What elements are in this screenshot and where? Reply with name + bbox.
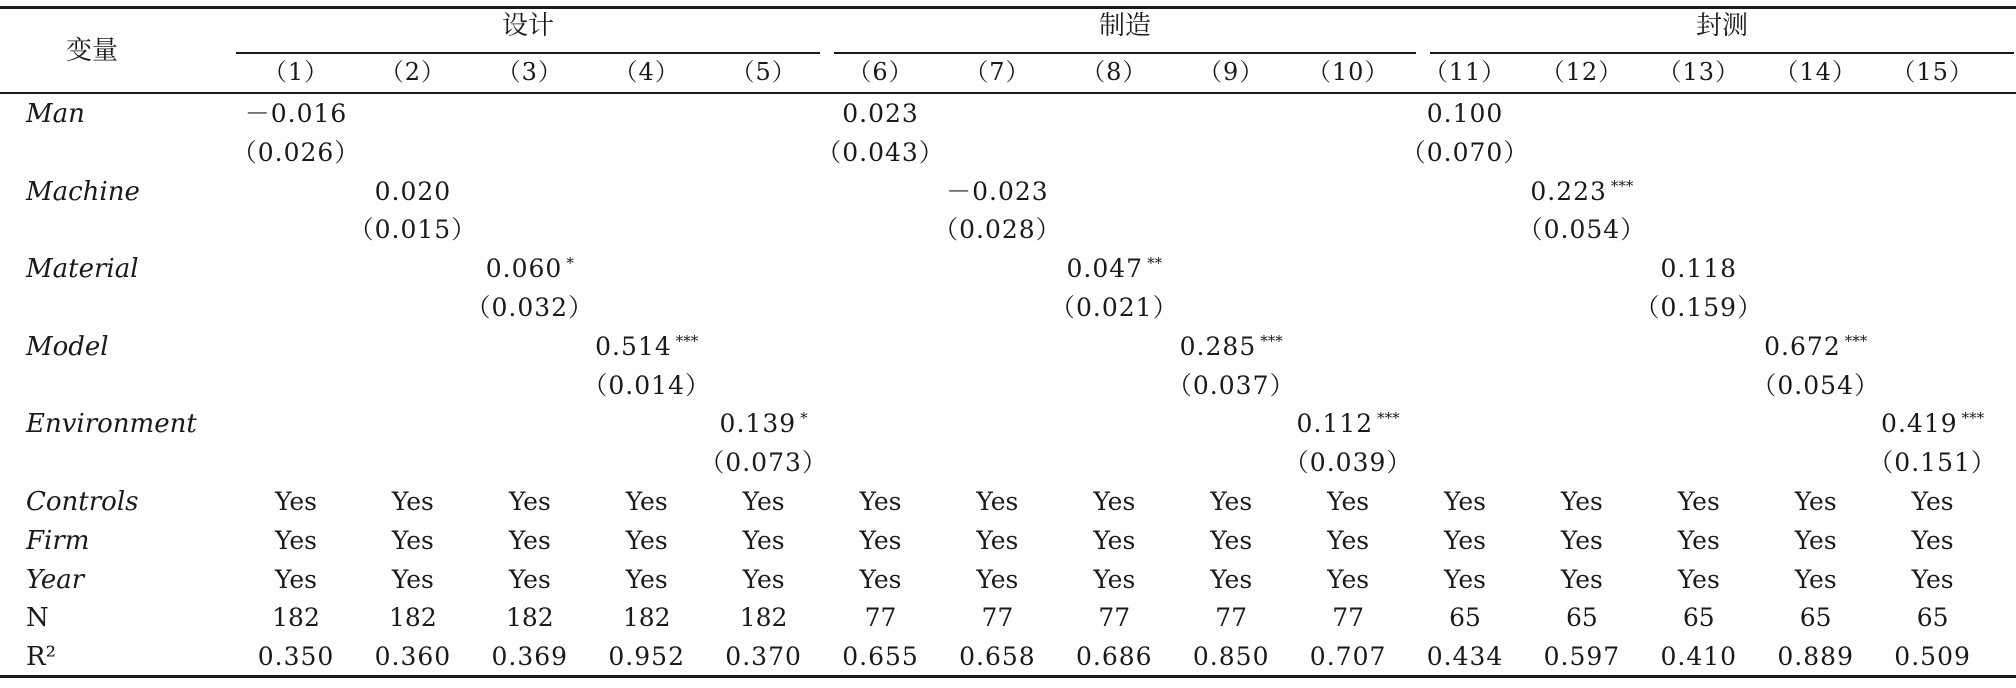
coefficient-value: 0.419 [1881, 409, 1958, 439]
table-cell: Yes [1093, 564, 1136, 594]
coefficient-value: －0.023 [946, 176, 1049, 206]
significance-stars: *** [675, 331, 699, 350]
standard-error: （0.159） [1634, 293, 1764, 322]
bottom-rule [0, 675, 2016, 678]
table-cell: Yes [625, 564, 668, 594]
table-cell: Yes [1794, 564, 1837, 594]
table-cell: 0.360 [374, 642, 452, 672]
table-cell: Yes [391, 564, 434, 594]
table-cell: Yes [1794, 525, 1837, 555]
table-cell: 65 [1916, 603, 1949, 633]
standard-error: （0.073） [699, 448, 828, 478]
row-label: N [26, 603, 49, 634]
table-cell: Yes [1560, 564, 1603, 594]
standard-error: （0.014） [582, 370, 711, 400]
column-number: （12） [1540, 58, 1624, 86]
variable-name: Environment [26, 409, 197, 440]
table-cell: Yes [508, 487, 551, 516]
table-cell: Yes [859, 487, 902, 516]
table-cell: Yes [859, 525, 902, 555]
table-cell: Yes [1327, 487, 1370, 516]
table-cell: Yes [859, 564, 902, 594]
table-cell: 0.369 [491, 642, 569, 672]
significance-stars: *** [1260, 331, 1283, 350]
table-cell: 182 [505, 603, 554, 633]
table-cell: Yes [1210, 564, 1253, 594]
table-cell: Yes [1677, 487, 1720, 516]
coefficient [1427, 101, 1504, 126]
row-label: Firm [26, 525, 90, 556]
table-cell: Yes [1911, 525, 1954, 555]
group-header: 设计 [501, 11, 555, 41]
coefficient [946, 176, 1049, 206]
row-label: R² [26, 642, 56, 673]
standard-error: （0.026） [231, 137, 361, 167]
column-number: （15） [1891, 58, 1974, 86]
table-cell: Yes [508, 525, 551, 555]
significance-stars: ** [1147, 254, 1163, 273]
coefficient-value: 0.672 [1764, 331, 1841, 361]
table-cell: 0.889 [1777, 642, 1854, 672]
standard-error: （0.054） [1751, 370, 1880, 400]
table-cell: Yes [976, 564, 1019, 594]
column-number: （9） [1198, 58, 1265, 86]
coefficient [1066, 254, 1163, 284]
coefficient [1660, 254, 1738, 284]
coefficient [374, 176, 452, 206]
stub-header: 变量 [65, 36, 119, 66]
table-cell: Yes [275, 564, 317, 594]
table-cell: Yes [1677, 564, 1720, 594]
significance-stars: * [800, 409, 808, 428]
table-cell: Yes [976, 487, 1019, 516]
coefficient-value: 0.139 [719, 409, 797, 439]
standard-error: （0.028） [933, 215, 1062, 245]
table-cell: 77 [1098, 603, 1131, 633]
coefficient [595, 331, 699, 361]
standard-error: （0.043） [816, 137, 945, 167]
coefficient-value: 0.100 [1426, 99, 1504, 128]
table-cell: Yes [742, 525, 785, 555]
group-underline-packaging [1430, 52, 2014, 54]
table-cell: Yes [1560, 525, 1603, 555]
column-number: （1） [262, 58, 330, 86]
coefficient-value: 0.047 [1066, 254, 1144, 284]
table-cell: 0.350 [257, 642, 335, 672]
table-cell: Yes [742, 564, 785, 594]
coefficient [1881, 409, 1985, 439]
coefficient-value: 0.285 [1179, 331, 1257, 361]
table-cell: 77 [981, 603, 1014, 633]
coefficient-value: 0.112 [1296, 409, 1374, 439]
coefficient [245, 101, 348, 126]
coefficient [1764, 331, 1868, 361]
table-cell: 182 [739, 603, 788, 633]
column-number: （4） [613, 58, 680, 86]
table-cell: 182 [389, 603, 437, 633]
table-cell: 0.434 [1426, 642, 1504, 672]
significance-stars: *** [1961, 409, 1985, 428]
table-cell: 0.658 [959, 642, 1036, 672]
group-header: 制造 [1098, 11, 1152, 41]
table-cell: 0.370 [725, 642, 802, 672]
table-cell: 0.850 [1192, 642, 1270, 672]
significance-stars: *** [1844, 331, 1868, 350]
coefficient [1296, 409, 1400, 439]
standard-error: （0.032） [465, 293, 595, 322]
coefficient-value: 0.514 [595, 331, 672, 361]
coefficient [719, 409, 808, 439]
column-number: （8） [1081, 58, 1148, 86]
header-rule [0, 92, 2016, 94]
coefficient [842, 101, 919, 126]
table-cell: 0.655 [842, 642, 919, 672]
table-cell: Yes [391, 487, 434, 516]
table-cell: 0.707 [1309, 642, 1387, 672]
table-cell: Yes [976, 525, 1019, 555]
column-number: （14） [1774, 58, 1857, 86]
table-cell: 77 [864, 603, 897, 633]
table-cell: Yes [1327, 525, 1370, 555]
top-rule [0, 6, 2016, 9]
column-number: （6） [847, 58, 914, 86]
table-cell: 0.410 [1660, 642, 1738, 672]
group-underline-design [236, 52, 820, 54]
standard-error: （0.151） [1868, 448, 1997, 478]
column-number: （10） [1306, 58, 1390, 86]
table-cell: Yes [275, 487, 317, 516]
coefficient-value: 0.020 [374, 176, 452, 206]
coefficient [1530, 176, 1634, 206]
standard-error: （0.070） [1400, 137, 1530, 167]
column-number: （7） [964, 58, 1031, 86]
significance-stars: * [566, 254, 574, 273]
table-cell: Yes [1911, 564, 1954, 594]
table-cell: 0.952 [608, 642, 685, 672]
table-cell: Yes [1444, 525, 1486, 555]
coefficient [1179, 331, 1283, 361]
column-number: （13） [1657, 58, 1741, 86]
variable-name: Material [26, 254, 139, 285]
table-cell: Yes [1210, 487, 1253, 516]
standard-error: （0.015） [348, 215, 478, 245]
table-cell: Yes [1444, 564, 1486, 594]
table-cell: 0.597 [1543, 642, 1621, 672]
table-cell: 0.509 [1894, 642, 1971, 672]
significance-stars: *** [1610, 176, 1634, 195]
standard-error: （0.037） [1166, 370, 1296, 400]
row-label: Year [26, 564, 85, 595]
standard-error: （0.039） [1283, 448, 1413, 478]
table-cell: Yes [275, 525, 317, 555]
table-cell: 182 [272, 603, 320, 633]
table-cell: 0.686 [1076, 642, 1153, 672]
table-cell: 65 [1682, 603, 1715, 633]
table-cell: Yes [1210, 525, 1253, 555]
column-number: （5） [730, 58, 797, 86]
coefficient-value: －0.016 [244, 99, 348, 128]
coefficient-value: 0.118 [1660, 254, 1738, 284]
table-cell: Yes [1093, 487, 1136, 516]
table-cell: 65 [1449, 603, 1481, 633]
table-cell: Yes [1911, 487, 1954, 516]
table-cell: Yes [391, 525, 434, 555]
table-cell: Yes [625, 525, 668, 555]
coefficient-value: 0.223 [1530, 176, 1607, 206]
standard-error: （0.054） [1517, 215, 1647, 245]
group-underline-manufacturing [834, 52, 1416, 54]
table-cell: Yes [1677, 525, 1720, 555]
variable-name: Machine [26, 176, 140, 207]
table-cell: 182 [622, 603, 671, 633]
column-number: （11） [1423, 58, 1507, 86]
table-cell: 65 [1799, 603, 1832, 633]
table-cell: Yes [1093, 525, 1136, 555]
column-number: （2） [379, 58, 447, 86]
table-cell: 77 [1332, 603, 1364, 633]
significance-stars: *** [1377, 409, 1400, 428]
table-cell: 77 [1215, 603, 1248, 633]
table-cell: 65 [1565, 603, 1598, 633]
table-cell: Yes [625, 487, 668, 516]
table-cell: Yes [1794, 487, 1837, 516]
coefficient [485, 254, 574, 284]
table-cell: Yes [508, 564, 551, 594]
table-cell: Yes [1327, 564, 1370, 594]
table-cell: Yes [1560, 487, 1603, 516]
coefficient-value: 0.023 [842, 99, 919, 128]
group-header: 封测 [1695, 11, 1749, 41]
variable-name: Man [26, 99, 85, 129]
variable-name: Model [26, 331, 109, 362]
coefficient-value: 0.060 [485, 254, 563, 284]
column-number: （3） [496, 58, 563, 86]
row-label: Controls [26, 487, 139, 517]
table-cell: Yes [742, 487, 785, 516]
standard-error: （0.021） [1050, 293, 1179, 322]
table-cell: Yes [1444, 487, 1486, 516]
